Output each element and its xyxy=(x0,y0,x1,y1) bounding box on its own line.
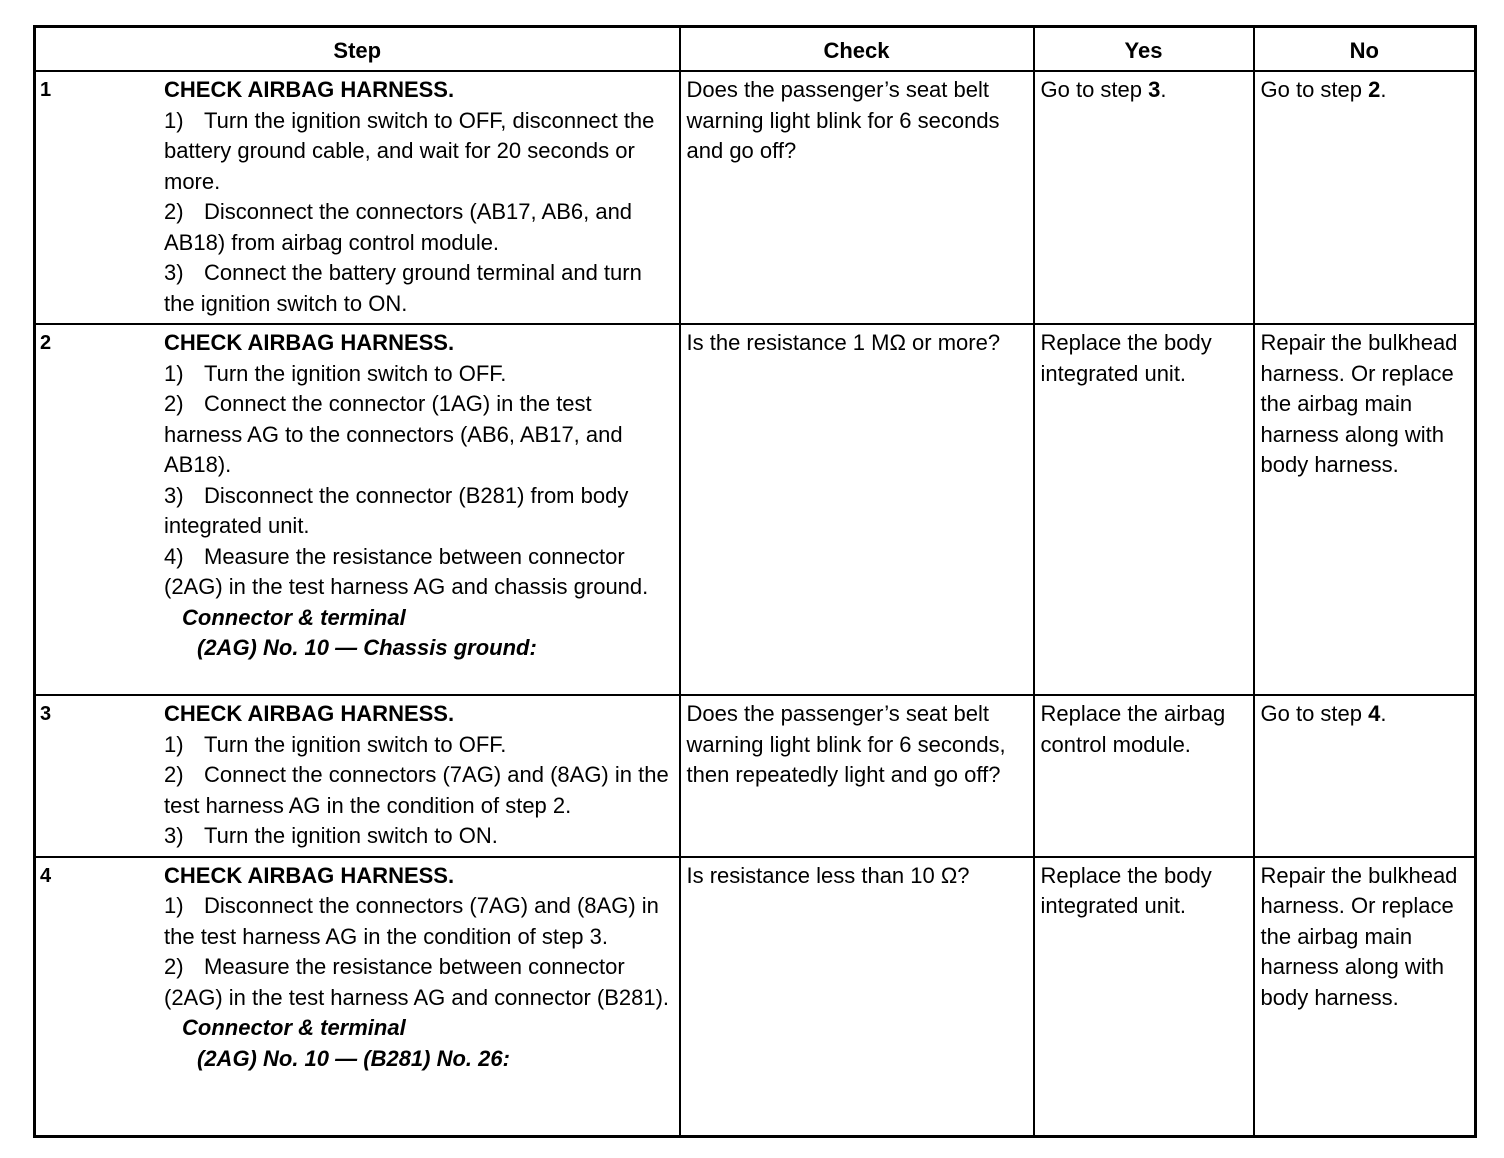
no-cell: Repair the bulkhead harness. Or replace the airbag main harness along with body harness. xyxy=(1254,857,1476,1137)
table-row xyxy=(35,695,1476,857)
no-cell xyxy=(1254,695,1476,857)
no-text: Go to step xyxy=(1260,77,1369,102)
step-title: CHECK AIRBAG HARNESS. xyxy=(164,701,455,726)
header-no: No xyxy=(1254,27,1476,72)
check-cell: Does the passenger’s seat belt warning light blink for 6 seconds and go off? xyxy=(680,71,1034,324)
no-step-ref: 4 xyxy=(1368,701,1381,726)
instruction xyxy=(164,821,675,852)
step-cell xyxy=(35,857,680,1137)
yes-cell: Replace the airbag control module. xyxy=(1034,695,1254,857)
instruction xyxy=(164,359,675,390)
instruction xyxy=(164,106,675,198)
instruction-text: Turn the ignition switch to OFF. xyxy=(204,731,507,757)
step-cell xyxy=(35,71,680,324)
step-title: CHECK AIRBAG HARNESS. xyxy=(164,862,455,888)
no-cell xyxy=(1254,71,1476,324)
instruction xyxy=(164,389,675,481)
instruction-number: 2) xyxy=(164,391,184,416)
connector-value: (2AG) No. 10 — (B281) No. 26: xyxy=(197,1045,510,1071)
table-row xyxy=(35,324,1476,695)
instruction-text: Turn the ignition switch to ON. xyxy=(204,823,498,848)
yes-cell xyxy=(1034,71,1254,324)
step-cell xyxy=(35,695,680,857)
instruction xyxy=(164,197,675,258)
yes-tail: . xyxy=(1160,77,1167,102)
yes-cell: Replace the body integrated unit. xyxy=(1034,324,1254,695)
instruction xyxy=(164,952,675,1013)
instruction-number: 3) xyxy=(164,823,184,848)
instruction-text: Turn the ignition switch to OFF. xyxy=(204,360,507,386)
instruction-number: 3) xyxy=(164,260,184,285)
instruction-text: Connect the battery ground terminal and turn the ignition switch to ON. xyxy=(164,260,642,316)
instruction-number: 1) xyxy=(164,360,184,386)
instruction-text: Connect the connectors (7AG) and (8AG) in the test harness AG in the condition of step 2. xyxy=(164,762,669,818)
connector-label: Connector & terminal xyxy=(182,604,406,630)
instruction xyxy=(164,891,675,952)
header-step: Step xyxy=(35,27,680,72)
diagnostic-table xyxy=(33,25,1477,1138)
no-step-ref: 2 xyxy=(1368,77,1381,102)
instruction xyxy=(164,760,675,821)
instruction xyxy=(164,542,675,603)
instruction-text: Connect the connector (1AG) in the test harness AG to the connectors (AB6, AB17, and AB18). xyxy=(164,391,623,477)
instruction-number: 2) xyxy=(164,954,184,979)
check-cell: Does the passenger’s seat belt warning light blink for 6 seconds, then repeatedly light and go off? xyxy=(680,695,1034,857)
table-header-row xyxy=(35,27,1476,72)
no-tail: . xyxy=(1380,701,1387,726)
step-cell xyxy=(35,324,680,695)
instruction-text: Disconnect the connectors (7AG) and (8AG) in the test harness AG in the condition of step 3. xyxy=(164,893,659,949)
instruction-number: 1) xyxy=(164,731,184,757)
step-title: CHECK AIRBAG HARNESS. xyxy=(164,77,455,102)
step-title: CHECK AIRBAG HARNESS. xyxy=(164,330,455,355)
instruction xyxy=(164,730,675,761)
yes-text: Go to step xyxy=(1040,77,1149,102)
header-yes: Yes xyxy=(1034,27,1254,72)
check-cell: Is resistance less than 10 Ω? xyxy=(680,857,1034,1137)
no-tail: . xyxy=(1380,77,1387,102)
instruction-number: 4) xyxy=(164,543,184,569)
instruction-text: Disconnect the connectors (AB17, AB6, and AB18) from airbag control module. xyxy=(164,199,633,255)
instruction-number: 1) xyxy=(164,107,184,133)
step-number: 3 xyxy=(40,703,52,725)
step-number: 4 xyxy=(40,864,52,887)
instruction-text: Measure the resistance between connector (2AG) in the test harness AG and connector (B281). xyxy=(164,954,670,1010)
yes-cell: Replace the body integrated unit. xyxy=(1034,857,1254,1137)
instruction-text: Turn the ignition switch to OFF, disconnect the battery ground cable, and wait for 20 seconds or more. xyxy=(164,107,655,194)
instruction-text: Disconnect the connector (B281) from body integrated unit. xyxy=(164,482,629,538)
header-check: Check xyxy=(680,27,1034,72)
instruction-number: 1) xyxy=(164,893,184,918)
instruction-number: 2) xyxy=(164,762,184,787)
check-cell: Is the resistance 1 MΩ or more? xyxy=(680,324,1034,695)
instruction xyxy=(164,481,675,542)
step-number: 2 xyxy=(40,332,52,354)
step-number: 1 xyxy=(40,79,52,101)
table-row xyxy=(35,71,1476,324)
connector-label: Connector & terminal xyxy=(182,1015,406,1040)
connector-value: (2AG) No. 10 — Chassis ground: xyxy=(197,635,537,660)
no-cell: Repair the bulkhead harness. Or replace the airbag main harness along with body harness. xyxy=(1254,324,1476,695)
instruction-number: 2) xyxy=(164,199,184,224)
instruction-text: Measure the resistance between connector (2AG) in the test harness AG and chassis ground. xyxy=(164,543,649,599)
instruction-number: 3) xyxy=(164,482,184,508)
yes-step-ref: 3 xyxy=(1148,77,1161,102)
instruction xyxy=(164,258,675,319)
table-row xyxy=(35,857,1476,1137)
no-text: Go to step xyxy=(1260,701,1369,726)
